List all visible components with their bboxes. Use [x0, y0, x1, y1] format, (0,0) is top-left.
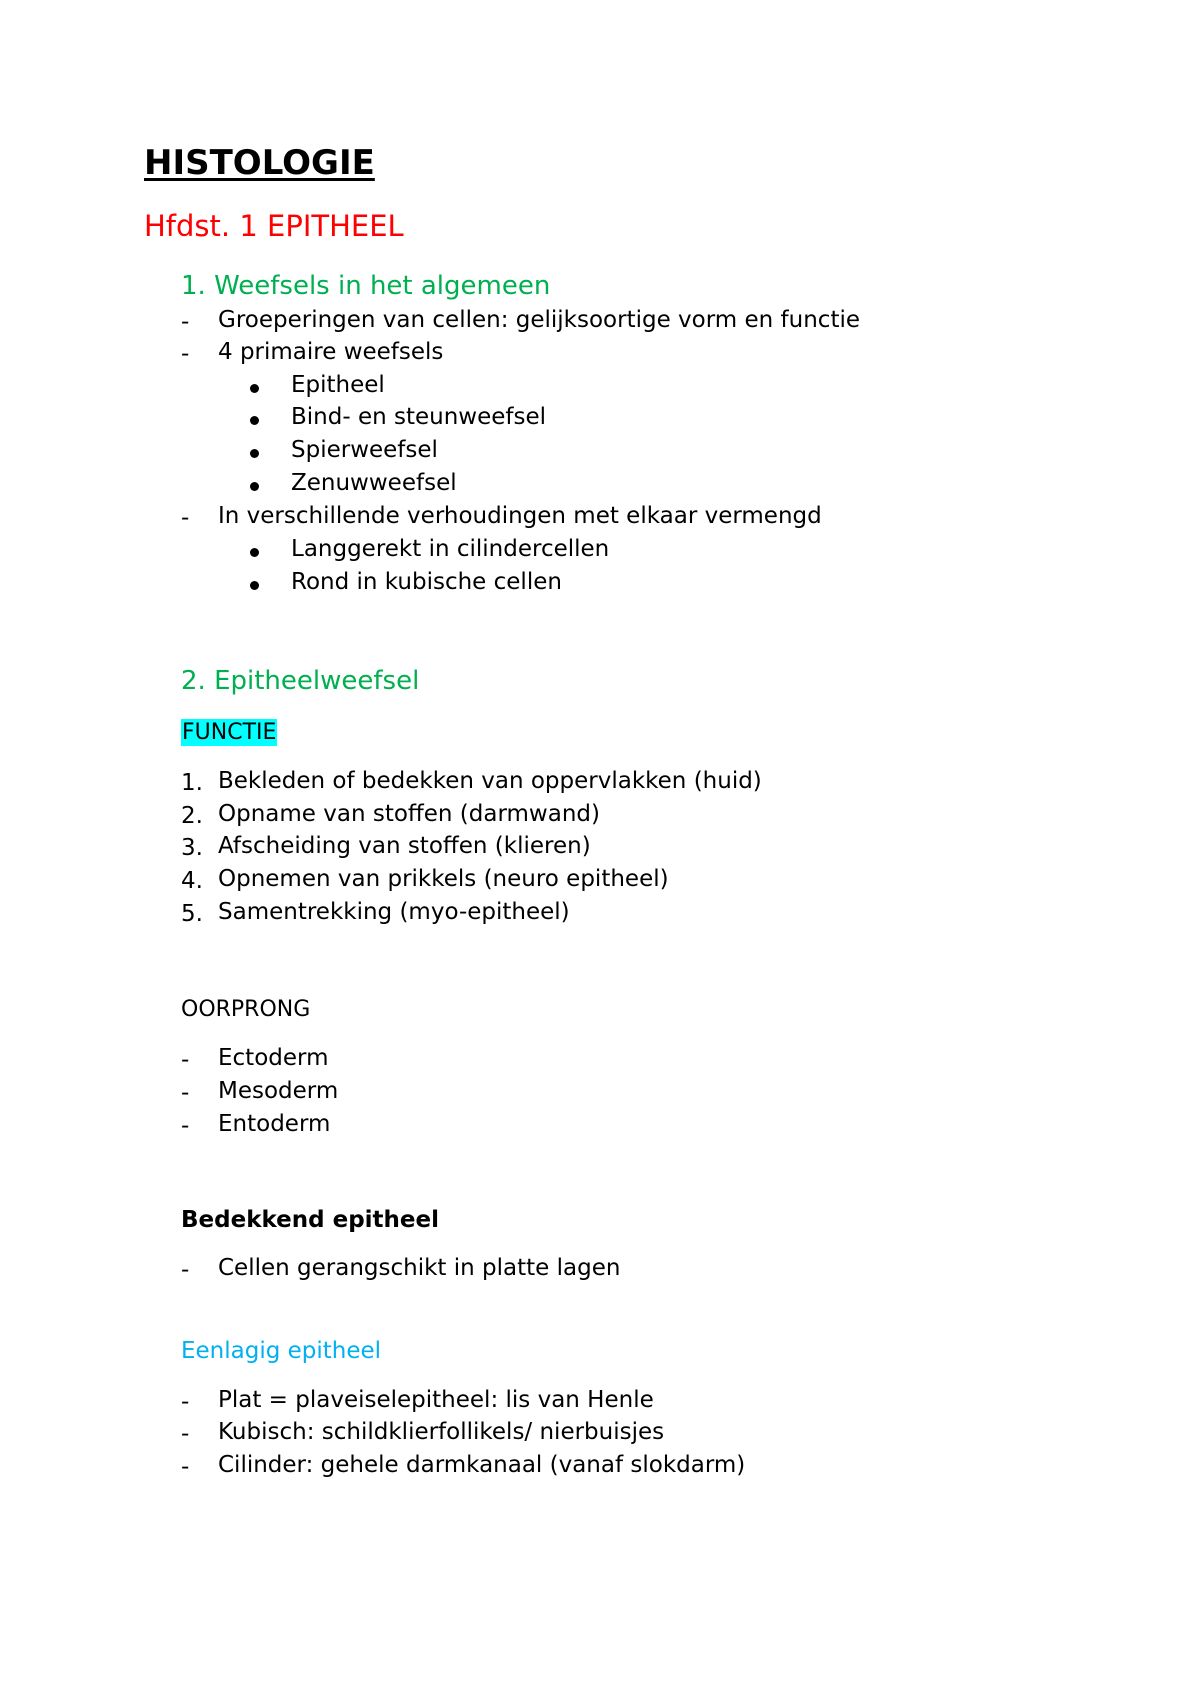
list-number: 1.	[181, 770, 203, 796]
eenlagig-item: Cilinder: gehele darmkanaal (vanaf slokdarm)	[218, 1452, 746, 1478]
list-number: 3.	[181, 835, 203, 861]
list-dash: -	[181, 1080, 190, 1106]
bullet-icon	[250, 482, 259, 491]
list-dash: -	[181, 309, 190, 335]
list-item: In verschillende verhoudingen met elkaar vermengd	[218, 503, 822, 529]
functie-item: Bekleden of bedekken van oppervlakken (huid)	[218, 768, 762, 794]
bedekkend-heading: Bedekkend epitheel	[181, 1207, 440, 1233]
list-dash: -	[181, 1454, 190, 1480]
oorsprong-item: Ectoderm	[218, 1045, 329, 1071]
sub-list-item: Rond in kubische cellen	[291, 569, 562, 595]
functie-item: Opnemen van prikkels (neuro epitheel)	[218, 866, 669, 892]
sub-list-item: Epitheel	[291, 372, 385, 398]
sub-list-item: Bind- en steunweefsel	[291, 404, 547, 430]
section-2-heading: 2. Epitheelweefsel	[181, 666, 420, 696]
oorsprong-item: Mesoderm	[218, 1078, 339, 1104]
functie-label-text: FUNCTIE	[182, 720, 277, 745]
functie-item: Afscheiding van stoffen (klieren)	[218, 833, 591, 859]
list-dash: -	[181, 1047, 190, 1073]
oorsprong-label: OORPRONG	[181, 997, 311, 1022]
bullet-icon	[250, 416, 259, 425]
list-dash: -	[181, 341, 190, 367]
chapter-heading: Hfdst. 1 EPITHEEL	[144, 209, 404, 243]
list-number: 5.	[181, 901, 203, 927]
list-dash: -	[181, 1113, 190, 1139]
eenlagig-heading: Eenlagig epitheel	[181, 1338, 382, 1364]
bullet-icon	[250, 384, 259, 393]
list-dash: -	[181, 1389, 190, 1415]
functie-item: Opname van stoffen (darmwand)	[218, 801, 600, 827]
oorsprong-item: Entoderm	[218, 1111, 331, 1137]
document-title: HISTOLOGIE	[144, 143, 375, 183]
sub-list-item: Zenuwweefsel	[291, 470, 457, 496]
list-number: 2.	[181, 803, 203, 829]
functie-item: Samentrekking (myo-epitheel)	[218, 899, 570, 925]
sub-list-item: Spierweefsel	[291, 437, 438, 463]
sub-list-item: Langgerekt in cilindercellen	[291, 536, 610, 562]
eenlagig-item: Plat = plaveiselepitheel: lis van Henle	[218, 1387, 654, 1413]
list-dash: -	[181, 1421, 190, 1447]
functie-label	[181, 722, 277, 744]
list-item: 4 primaire weefsels	[218, 339, 444, 365]
bullet-icon	[250, 449, 259, 458]
bedekkend-item: Cellen gerangschikt in platte lagen	[218, 1255, 621, 1281]
bullet-icon	[250, 581, 259, 590]
section-1-heading: 1. Weefsels in het algemeen	[181, 271, 551, 301]
list-dash: -	[181, 1257, 190, 1283]
list-item: Groeperingen van cellen: gelijksoortige vorm en functie	[218, 307, 861, 333]
list-number: 4.	[181, 868, 203, 894]
bullet-icon	[250, 548, 259, 557]
list-dash: -	[181, 505, 190, 531]
eenlagig-item: Kubisch: schildklierfollikels/ nierbuisjes	[218, 1419, 665, 1445]
